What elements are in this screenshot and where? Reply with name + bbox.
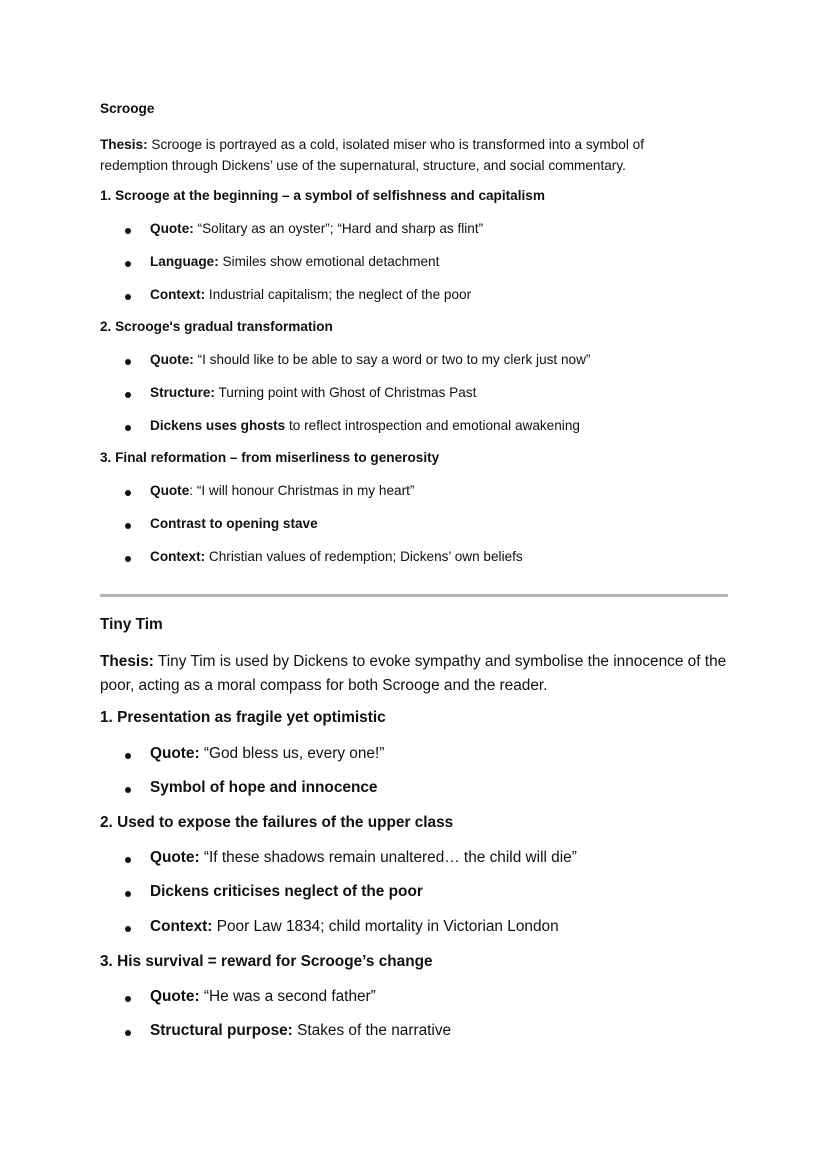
bullet-icon — [125, 753, 131, 759]
bullet-icon — [125, 490, 131, 496]
thesis-line: poor, acting as a moral compass for both Scrooge and the reader. — [100, 677, 548, 694]
thesis-label: Thesis: — [100, 653, 154, 670]
thesis-line: redemption through Dickens’ use of the supernatural, structure, and social commentary. — [100, 158, 626, 173]
bullet-icon — [125, 891, 131, 897]
thesis-paragraph — [100, 650, 730, 698]
thesis-paragraph — [100, 134, 730, 176]
point-heading: 3. His survival = reward for Scrooge’s change — [100, 953, 433, 970]
thesis-label: Thesis: — [100, 137, 148, 152]
bullet-icon — [125, 1030, 131, 1036]
bullet-icon — [125, 392, 131, 398]
point-heading: 1. Scrooge at the beginning – a symbol of selfishness and capitalism — [100, 188, 545, 203]
bullet-icon — [125, 523, 131, 529]
bullet-icon — [125, 556, 131, 562]
thesis-line: Thesis: Tiny Tim is used by Dickens to evoke sympathy and symbolise the innocence of the — [100, 653, 727, 670]
bullet-icon — [125, 787, 131, 793]
point-heading: 1. Presentation as fragile yet optimistic — [100, 709, 386, 726]
section-divider — [100, 594, 728, 597]
bullet-icon — [125, 857, 131, 863]
point-heading: 2. Used to expose the failures of the upper class — [100, 814, 454, 831]
bullet-icon — [125, 261, 131, 267]
bullet-icon — [125, 294, 131, 300]
bullet-icon — [125, 996, 131, 1002]
bullet-icon — [125, 425, 131, 431]
bullet-icon — [125, 228, 131, 234]
bullet-icon — [125, 926, 131, 932]
point-heading: 2. Scrooge's gradual transformation — [100, 319, 333, 334]
section-title: Tiny Tim — [100, 616, 163, 633]
section-title: Scrooge — [100, 101, 155, 116]
point-heading: 3. Final reformation – from miserliness to generosity — [100, 450, 440, 465]
thesis-line: Thesis: Scrooge is portrayed as a cold, isolated miser who is transformed into a symbol of — [100, 137, 644, 152]
bullet-icon — [125, 359, 131, 365]
